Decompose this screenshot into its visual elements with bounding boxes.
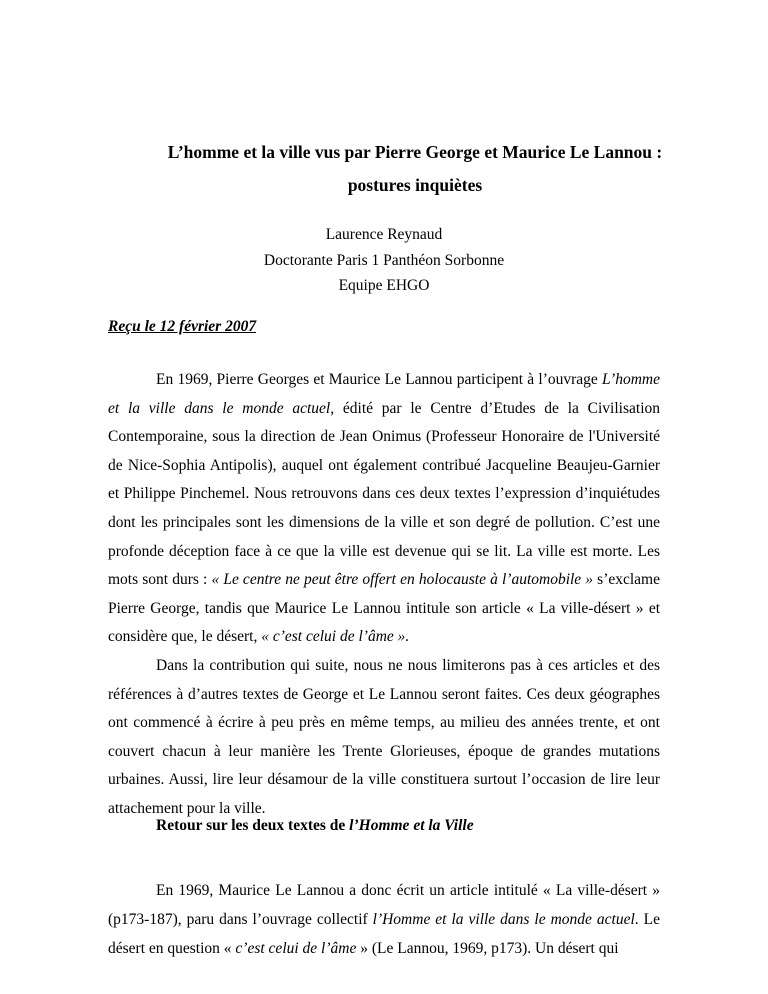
author-block xyxy=(0,222,768,299)
heading-title-italic: l’Homme et la Ville xyxy=(349,817,474,834)
paragraph-1 xyxy=(108,366,660,652)
text-run: s’exclame Pierre George, tandis que Maurice Le Lannou intitule son article « La ville-désert » et considère que, le désert, xyxy=(108,571,660,646)
author-affiliation: Doctorante Paris 1 Panthéon Sorbonne xyxy=(263,251,505,269)
text-run: » (Le Lannou, 1969, p173). Un désert qui xyxy=(356,940,619,957)
text-run: En 1969, Pierre Georges et Maurice Le Lannou participent à l’ouvrage xyxy=(156,371,603,388)
author-name: Laurence Reynaud xyxy=(325,226,443,243)
intro-section xyxy=(108,366,660,824)
paragraph-3 xyxy=(108,876,660,963)
text-run: . Le désert en question « xyxy=(108,911,660,957)
text-run: En 1969, Maurice Le Lannou a donc écrit un article intitulé « La ville-désert » (p173-187), paru dans l’ouvrage collectif xyxy=(108,882,660,928)
paragraph-2: Dans la contribution qui suite, nous ne nous limiterons pas à ces articles et des références à d’autres textes de George et Le Lannou seront faites. Ces deux géographes ont commencé à écrire à peu près en même temps, au milieu des années trente, et ont couvert chacun à leur manière les Trente Glorieuses, époque de grandes mutations urbaines. Aussi, lire leur désamour de la ville constituera surtout l’occasion de lire leur attachement pour la ville. xyxy=(108,656,660,817)
text-run: , édité par le Centre d’Etudes de la Civilisation Contemporaine, sous la direction de Jean Onimus (Professeur Honoraire de l'Université de Nice-Sophia Antipolis), auquel ont également contribué Jacqueline Beaujeu-Garnier et Philippe Pinchemel. Nous retrouvons dans ces deux textes l’expression d’inquiétudes dont les principales sont les dimensions de la ville et son degré de pollution. C’est une profonde déception face à ce que la ville est devenue qui se lit. La ville est morte. Les mots sont durs : xyxy=(108,399,660,589)
quote: « c’est celui de l’âme ». xyxy=(261,628,410,646)
quote: c’est celui de l’âme xyxy=(235,940,357,957)
heading-text: Retour sur les deux textes de xyxy=(156,817,350,834)
paper-title: L’homme et la ville vus par Pierre George et Maurice Le Lannou : postures inquiètes xyxy=(167,142,663,195)
author-team: Equipe EHGO xyxy=(338,277,430,294)
quote: « Le centre ne peut être offert en holocauste à l’automobile » xyxy=(211,571,594,589)
section-body xyxy=(108,876,660,963)
received-date: Reçu le 12 février 2007 xyxy=(108,318,257,335)
book-title: l’Homme et la ville dans le monde actuel xyxy=(372,911,635,928)
section-heading xyxy=(156,817,474,835)
book-title: L’homme et la ville dans le monde actuel xyxy=(108,371,660,417)
